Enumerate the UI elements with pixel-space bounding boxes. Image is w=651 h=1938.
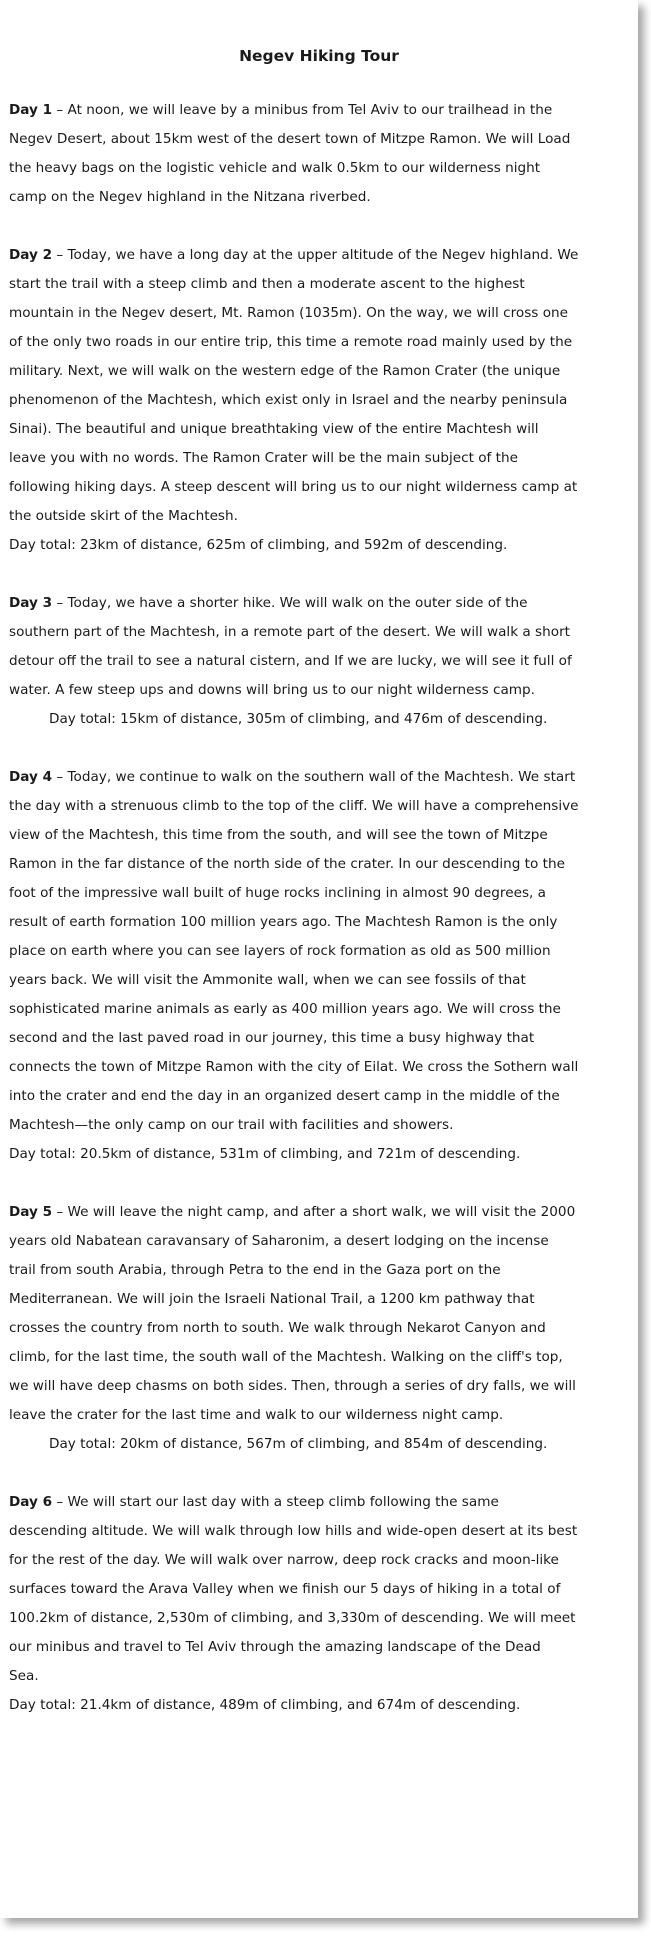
day-4-text: – Today, we continue to walk on the southern wall of the Machtesh. We start the day with a strenuous climb to the top of the cliff. We will have a comprehensive view of the Machtesh, this time from the south, and will see the town of Mitzpe Ramon in the far distance of the north side of the crater. In our descending to the foot of the impressive wall built of huge rocks inclining in almost 90 degrees, a result of earth formation 100 million years ago. The Machtesh Ramon is the only place on earth where you can see layers of rock formation as old as 500 million years back. We will visit the Ammonite wall, when we can see fossils of that sophisticated marine animals as early as 400 million years ago. We will cross the second and the last paved road in our journey, this time a busy highway that connects the town of Mitzpe Ramon with the city of Eilat. We cross the Sothern wall into the crater and end the day in an organized desert camp in the middle of the Machtesh—the only camp on our trail with facilities and showers. (9, 769, 579, 1133)
day-3-text: – Today, we have a shorter hike. We will walk on the outer side of the southern part of the Machtesh, in a remote part of the desert. We will walk a short detour off the trail to see a natural cistern, and If we are lucky, we will see it full of water. A few steep ups and downs will bring us to our night wilderness camp. (9, 595, 572, 698)
day-1-text: – At noon, we will leave by a minibus from Tel Aviv to our trailhead in the Negev Desert, about 15km west of the desert town of Mitzpe Ramon. We will Load the heavy bags on the logistic vehicle and walk 0.5km to our wilderness night camp on the Negev highland in the Nitzana riverbed. (9, 102, 571, 205)
day-2-label: Day 2 (9, 247, 53, 263)
day-5-section (9, 1198, 579, 1459)
document-title: Negev Hiking Tour (239, 47, 399, 65)
day-6-text: – We will start our last day with a steep climb following the same descending altitude. We will walk through low hills and wide-open desert at its best for the rest of the day. We will walk over narrow, deep rock cracks and moon-like surfaces toward the Arava Valley when we finish our 5 days of hiking in a total of 100.2km of distance, 2,530m of climbing, and 3,330m of descending. We will meet our minibus and travel to Tel Aviv through the amazing landscape of the Dead (9, 1494, 578, 1655)
day-1-label: Day 1 (9, 102, 53, 118)
day-1-paragraph (9, 96, 579, 212)
day-4-total: Day total: 20.5km of distance, 531m of climbing, and 721m of descending. (9, 1146, 521, 1162)
day-4-paragraph (9, 763, 579, 1140)
day-3-total: Day total: 15km of distance, 305m of climbing, and 476m of descending. (49, 711, 548, 727)
day-2-section (9, 241, 579, 560)
day-2-text: – Today, we have a long day at the upper altitude of the Negev highland. We start the trail with a steep climb and then a moderate ascent to the highest mountain in the Negev desert, Mt. Ramon (1035m). On the way, we will cross one of the only two roads in our entire trip, this time a remote road mainly used by the military. Next, we will walk on the western edge of the Ramon Crater (the unique phenomenon of the Machtesh, which exist only in Israel and the nearby peninsula Sinai). The beautiful and unique breathtaking view of the entire Machtesh will leave you with no words. The Ramon Crater will be the main subject of the following hiking days. A steep descent will bring us to our night wilderness camp at the outside skirt of the Machtesh. (9, 247, 579, 524)
day-2-paragraph (9, 241, 579, 531)
day-6-label: Day 6 (9, 1494, 53, 1510)
day-1-section (9, 96, 579, 212)
day-6-section (9, 1488, 579, 1720)
day-5-paragraph (9, 1198, 579, 1430)
day-5-total: Day total: 20km of distance, 567m of climbing, and 854m of descending. (49, 1436, 548, 1452)
day-3-section (9, 589, 579, 734)
day-6-paragraph (9, 1488, 579, 1662)
day-5-text: – We will leave the night camp, and after a short walk, we will visit the 2000 years old Nabatean caravansary of Saharonim, a desert lodging on the incense trail from south Arabia, through Petra to the end in the Gaza port on the Mediterranean. We will join the Israeli National Trail, a 1200 km pathway that crosses the country from north to south. We walk through Nekarot Canyon and climb, for the last time, the south wall of the Machtesh. Walking on the cliff's top, we will have deep chasms on both sides. Then, through a series of dry falls, we will leave the crater for the last time and walk to our wilderness night camp. (9, 1204, 576, 1423)
day-5-label: Day 5 (9, 1204, 53, 1220)
day-6-total: Day total: 21.4km of distance, 489m of climbing, and 674m of descending. (9, 1697, 521, 1713)
day-3-label: Day 3 (9, 595, 53, 611)
day-2-total: Day total: 23km of distance, 625m of climbing, and 592m of descending. (9, 537, 508, 553)
day-3-paragraph (9, 589, 579, 705)
day-6-text-tail: Sea. (9, 1668, 39, 1684)
day-4-section (9, 763, 579, 1169)
day-4-label: Day 4 (9, 769, 53, 785)
